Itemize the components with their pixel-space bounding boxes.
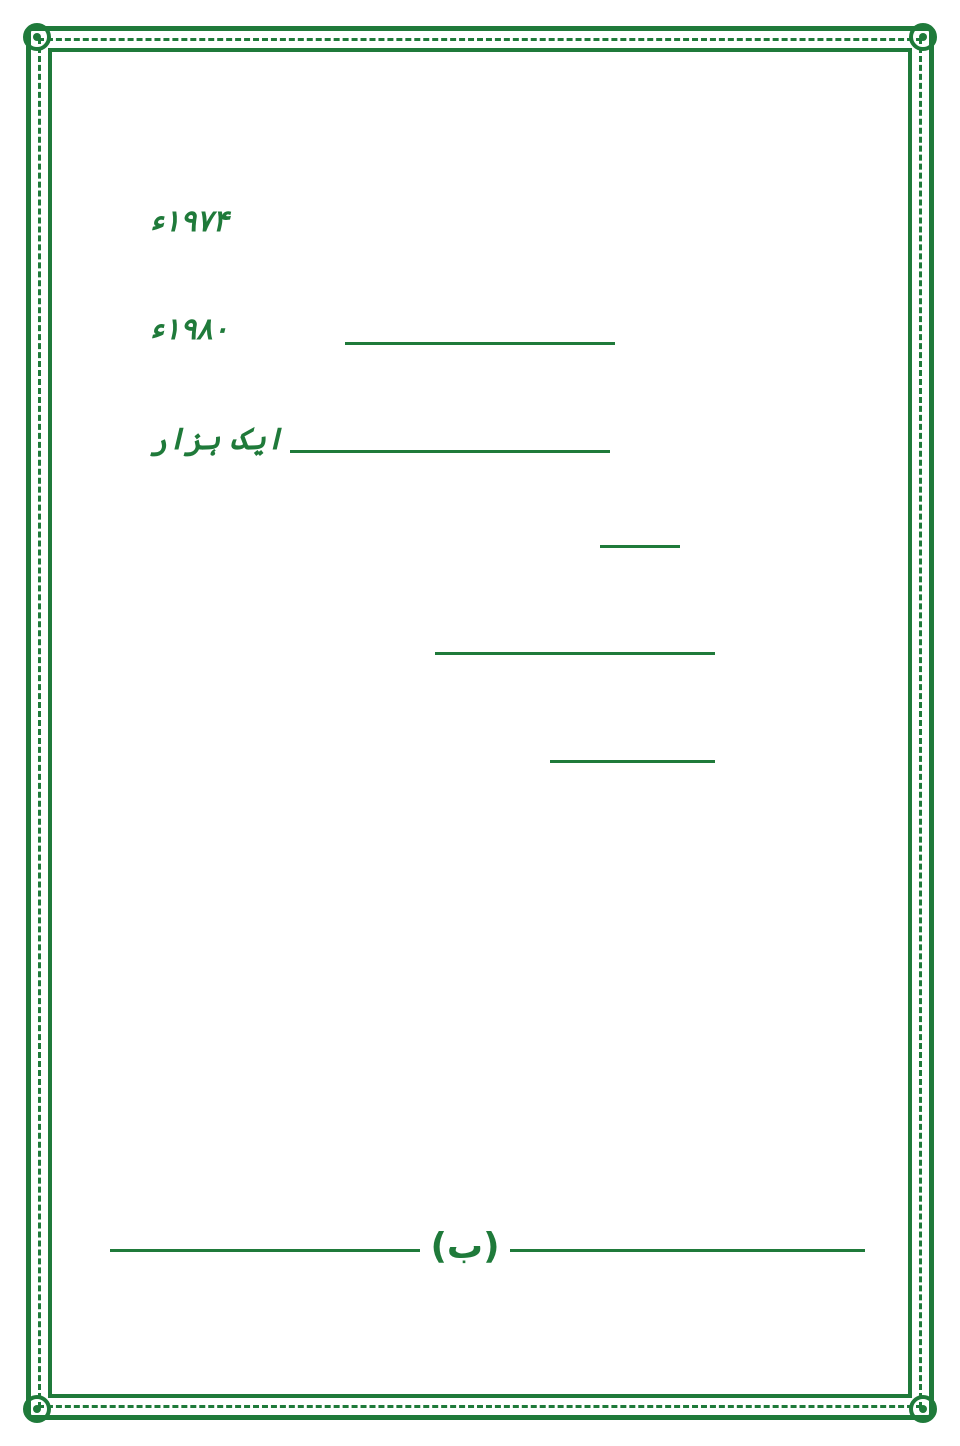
- page-border-inner: [48, 48, 912, 1398]
- corner-ornament-icon: [20, 20, 54, 54]
- second-edition-year: ۱۹۸۰ء: [150, 312, 229, 347]
- footer-rule-right: [510, 1249, 865, 1252]
- footer-rule-left: [110, 1249, 420, 1252]
- page-marker: (ب): [430, 1226, 500, 1267]
- printer-dash: [435, 652, 715, 655]
- second-edition-dash: [345, 342, 615, 345]
- corner-ornament-icon: [906, 1392, 940, 1426]
- print-run-value: ایک ہزار: [150, 422, 284, 457]
- corner-ornament-icon: [20, 1392, 54, 1426]
- corner-ornament-icon: [906, 20, 940, 54]
- print-run-dash: [290, 450, 610, 453]
- publisher-dash: [600, 545, 680, 548]
- note-dash: [550, 760, 715, 763]
- first-edition-year: ۱۹۷۴ء: [150, 204, 229, 239]
